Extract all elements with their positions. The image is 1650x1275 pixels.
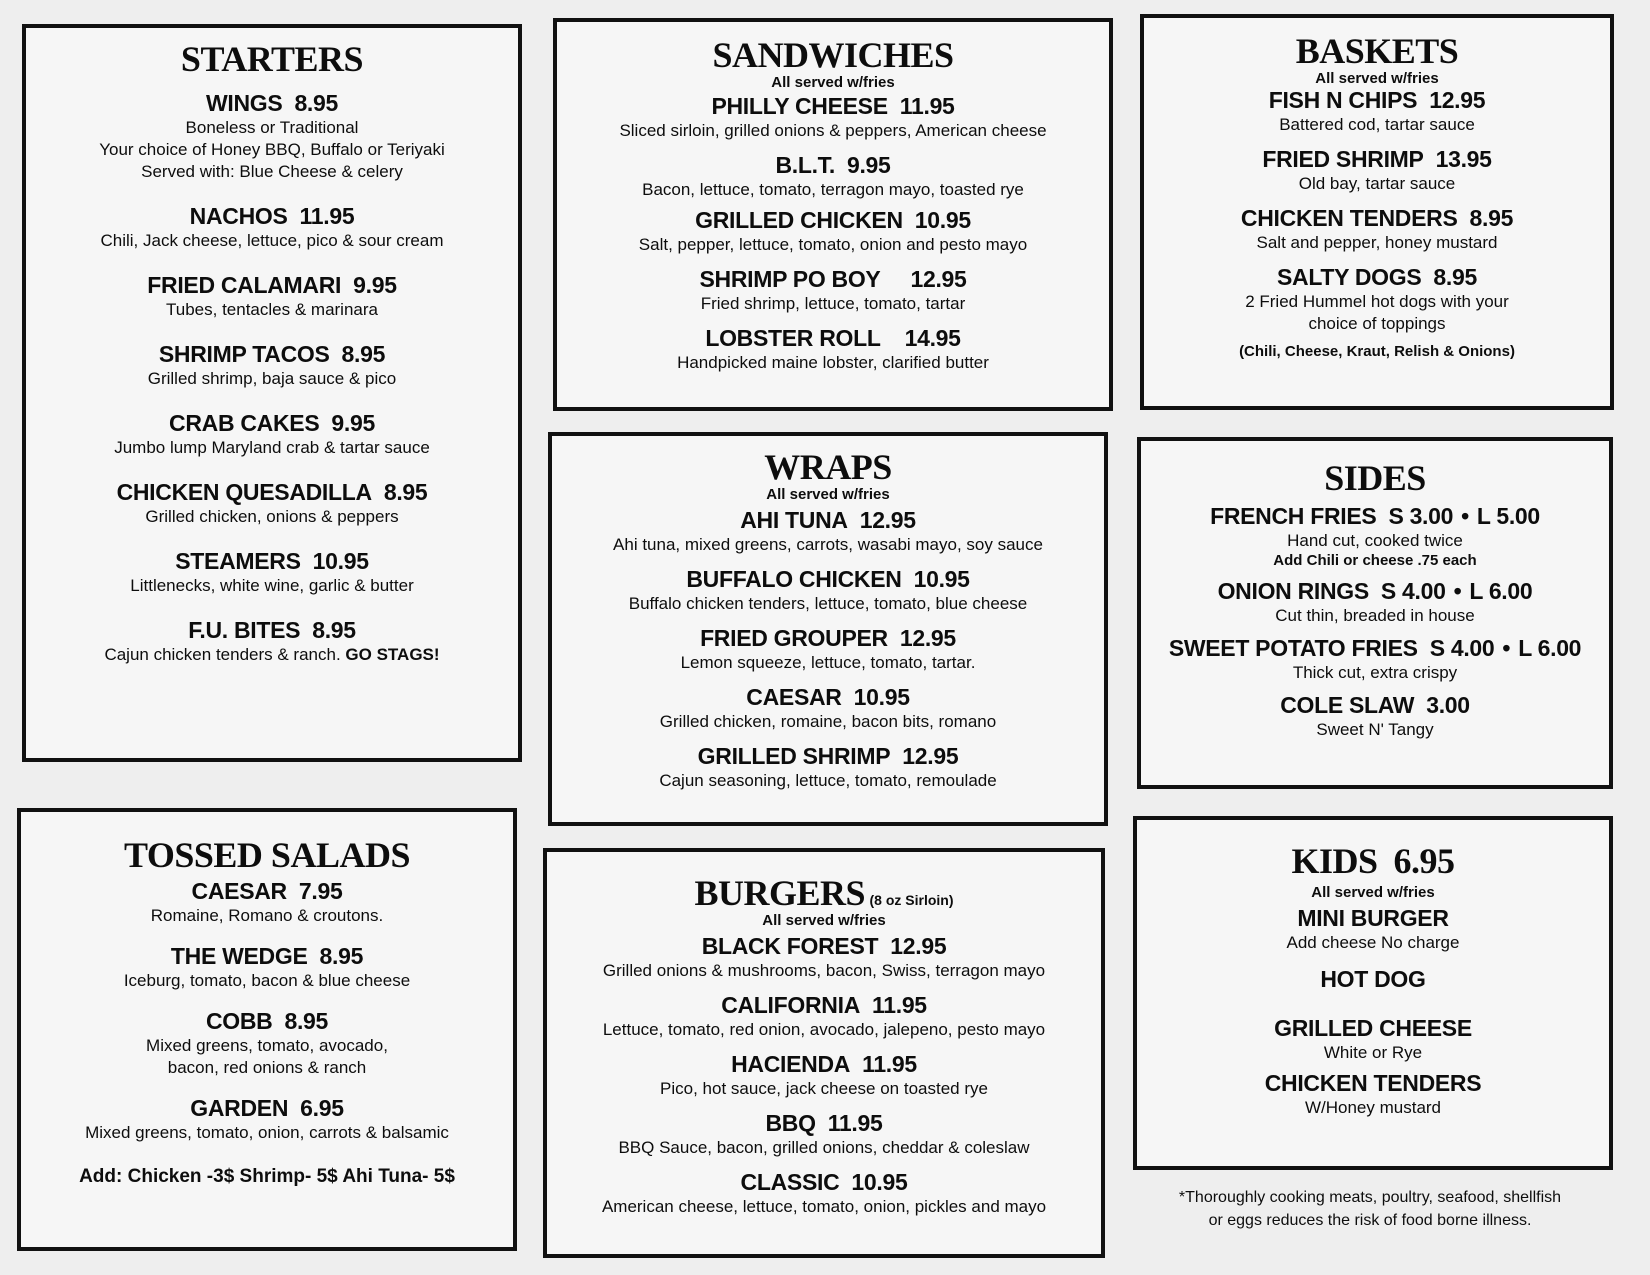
item-description: BBQ Sauce, bacon, grilled onions, cheddar & coleslaw <box>618 1138 1030 1157</box>
item-name: FRIED GROUPER <box>700 625 888 651</box>
menu-item <box>34 479 510 528</box>
item-description: Littlenecks, white wine, garlic & butter <box>130 576 414 595</box>
menu-item <box>565 325 1101 374</box>
item-price: 11.95 <box>899 93 955 119</box>
item-description: Cut thin, breaded in house <box>1275 606 1475 625</box>
item-price-small: S 4.00 <box>1429 635 1495 661</box>
section-title: BASKETS <box>1295 31 1459 71</box>
item-description: White or Rye <box>1323 1043 1423 1062</box>
item-name: COLE SLAW <box>1280 692 1415 718</box>
item-name: COBB <box>205 1008 273 1034</box>
item-name: B.L.T. <box>775 152 835 178</box>
item-description: Romaine, Romano & croutons. <box>150 906 384 925</box>
item-addon: Add Chili or cheese .75 each <box>1273 552 1477 569</box>
item-description: Ahi tuna, mixed greens, carrots, wasabi mayo, soy sauce <box>613 535 1043 554</box>
item-price: 12.95 <box>910 266 967 292</box>
menu-item <box>29 1095 505 1144</box>
item-price: 11.95 <box>827 1110 883 1136</box>
item-price: 8.95 <box>284 1008 329 1034</box>
item-price: 12.95 <box>859 507 916 533</box>
item-price: 12.95 <box>899 625 956 651</box>
item-name: CALIFORNIA <box>721 992 861 1018</box>
section-title-note: (8 oz Sirloin) <box>869 892 954 908</box>
menu-item <box>555 1169 1093 1218</box>
menu-item <box>560 625 1096 674</box>
item-description-bold: GO STAGS! <box>345 645 440 664</box>
item-description: Salt, pepper, lettuce, tomato, onion and pesto mayo <box>638 235 1028 254</box>
section-subtitle: All served w/fries <box>1315 70 1439 87</box>
item-name: CAESAR <box>746 684 842 710</box>
item-name: BUFFALO CHICKEN <box>686 566 902 592</box>
item-description: Thick cut, extra crispy <box>1292 663 1458 682</box>
item-description: Fried shrimp, lettuce, tomato, tartar <box>700 294 966 313</box>
item-price: 8.95 <box>341 341 386 367</box>
item-price: 10.95 <box>312 548 369 574</box>
menu-item <box>34 617 510 666</box>
item-description: Sliced sirloin, grilled onions & peppers, American cheese <box>619 121 1047 140</box>
menu-item <box>555 933 1093 982</box>
menu-item <box>555 1110 1093 1159</box>
item-price: 11.95 <box>872 992 927 1018</box>
section-title: SIDES <box>1324 458 1426 498</box>
item-name: F.U. BITES <box>188 617 301 643</box>
menu-item <box>1145 1015 1601 1064</box>
item-name: LOBSTER ROLL <box>705 325 881 351</box>
item-description: Mixed greens, tomato, avocado, <box>146 1036 388 1055</box>
item-price: 10.95 <box>851 1169 908 1195</box>
menu-item <box>1145 966 1601 993</box>
item-name: THE WEDGE <box>170 943 308 969</box>
item-description: Add cheese No charge <box>1286 933 1460 952</box>
item-price: 6.95 <box>300 1095 344 1121</box>
item-name: SWEET POTATO FRIES <box>1168 635 1418 661</box>
item-name: GARDEN <box>190 1095 289 1121</box>
item-description: American cheese, lettuce, tomato, onion, pickles and mayo <box>601 1197 1047 1216</box>
item-price: 9.95 <box>331 410 375 436</box>
baskets-section <box>1140 14 1614 410</box>
item-description: Handpicked maine lobster, clarified butter <box>677 353 989 372</box>
item-description: 2 Fried Hummel hot dogs with your <box>1245 292 1509 311</box>
item-description: Chili, Jack cheese, lettuce, pico & sour cream <box>100 231 444 250</box>
item-name: BBQ <box>765 1110 816 1136</box>
price-separator: • <box>1502 635 1511 661</box>
menu-item <box>1152 146 1602 195</box>
menu-item <box>34 548 510 597</box>
item-description: Tubes, tentacles & marinara <box>166 300 378 319</box>
item-description: Pico, hot sauce, jack cheese on toasted rye <box>660 1079 988 1098</box>
salads-section <box>17 808 517 1251</box>
section-title: BURGERS <box>694 873 866 913</box>
item-price: 8.95 <box>312 617 356 643</box>
item-description: Your choice of Honey BBQ, Buffalo or Teriyaki <box>99 140 445 159</box>
menu-item <box>34 203 510 252</box>
menu-item <box>1145 1070 1601 1119</box>
wraps-section <box>548 432 1108 826</box>
item-name: STEAMERS <box>175 548 301 574</box>
item-price: 9.95 <box>846 152 891 178</box>
item-price: 11.95 <box>862 1051 917 1077</box>
item-name: CHICKEN QUESADILLA <box>116 479 372 505</box>
menu-item <box>1149 635 1601 684</box>
item-description: Mixed greens, tomato, onion, carrots & balsamic <box>85 1123 449 1142</box>
menu-item <box>555 992 1093 1041</box>
menu-item <box>29 878 505 927</box>
menu-item <box>560 507 1096 556</box>
item-description: Sweet N' Tangy <box>1316 720 1434 739</box>
menu-item <box>1152 205 1602 254</box>
menu-item <box>560 743 1096 792</box>
item-description: choice of toppings <box>1308 314 1446 333</box>
item-name: HOT DOG <box>1320 966 1426 992</box>
section-subtitle: All served w/fries <box>766 486 890 503</box>
item-name: AHI TUNA <box>740 507 848 533</box>
item-name: GRILLED CHICKEN <box>695 207 903 233</box>
item-name: ONION RINGS <box>1217 578 1369 604</box>
item-price: 12.95 <box>902 743 959 769</box>
section-title: SANDWICHES <box>712 35 954 75</box>
item-description: Cajun seasoning, lettuce, tomato, remoulade <box>659 771 997 790</box>
item-name: BLACK FOREST <box>701 933 879 959</box>
menu-item <box>1149 578 1601 627</box>
menu-item <box>29 1008 505 1079</box>
item-name: SHRIMP TACOS <box>158 341 330 367</box>
item-description: bacon, red onions & ranch <box>167 1058 367 1077</box>
item-name: FRIED CALAMARI <box>147 272 342 298</box>
item-price: 8.95 <box>1469 205 1514 231</box>
item-price-large: L 5.00 <box>1476 503 1540 529</box>
menu-item <box>34 410 510 459</box>
item-price: 9.95 <box>353 272 397 298</box>
sandwiches-section <box>553 18 1113 411</box>
item-name: WINGS <box>205 90 283 116</box>
item-price-large: L 6.00 <box>1469 578 1533 604</box>
item-price: 14.95 <box>904 325 961 351</box>
section-subtitle: All served w/fries <box>762 912 886 929</box>
menu-item <box>1152 87 1602 136</box>
item-price: 13.95 <box>1435 146 1492 172</box>
section-subtitle: All served w/fries <box>771 74 895 91</box>
item-name: CAESAR <box>191 878 287 904</box>
item-description: Grilled onions & mushrooms, bacon, Swiss, terragon mayo <box>602 961 1046 980</box>
starters-section <box>22 24 522 762</box>
item-name: HACIENDA <box>731 1051 851 1077</box>
item-price: 12.95 <box>1429 87 1486 113</box>
menu-item <box>560 566 1096 615</box>
menu-item <box>565 266 1101 315</box>
disclaimer-line: *Thoroughly cooking meats, poultry, seafood, shellfish <box>1178 1189 1562 1206</box>
menu-item <box>29 943 505 992</box>
item-price: 11.95 <box>299 203 355 229</box>
item-description: Lettuce, tomato, red onion, avocado, jalepeno, pesto mayo <box>602 1020 1046 1039</box>
menu-item <box>34 272 510 321</box>
item-name: CRAB CAKES <box>169 410 320 436</box>
item-description: Cajun chicken tenders & ranch. <box>104 645 341 664</box>
menu-item <box>560 684 1096 733</box>
section-price: 6.95 <box>1393 841 1455 881</box>
section-title: STARTERS <box>180 39 364 79</box>
menu-item <box>1152 264 1602 361</box>
item-description: Boneless or Traditional <box>185 118 359 137</box>
item-description: Hand cut, cooked twice <box>1287 531 1463 550</box>
item-description: Lemon squeeze, lettuce, tomato, tartar. <box>680 653 976 672</box>
item-name: GRILLED CHEESE <box>1274 1015 1472 1041</box>
food-safety-disclaimer <box>1135 1186 1605 1232</box>
item-toppings: (Chili, Cheese, Kraut, Relish & Onions) <box>1239 343 1515 360</box>
menu-item <box>565 207 1101 256</box>
item-price-small: S 3.00 <box>1388 503 1454 529</box>
item-description: Jumbo lump Maryland crab & tartar sauce <box>114 438 430 457</box>
item-name: FRENCH FRIES <box>1210 503 1377 529</box>
item-name: GRILLED SHRIMP <box>697 743 891 769</box>
sides-section <box>1137 437 1613 789</box>
menu-item <box>1145 905 1601 954</box>
item-name: NACHOS <box>189 203 288 229</box>
salad-addons: Add: Chicken -3$ Shrimp- 5$ Ahi Tuna- 5$ <box>79 1166 455 1187</box>
item-description: Buffalo chicken tenders, lettuce, tomato, blue cheese <box>628 594 1028 613</box>
menu-item <box>34 90 510 183</box>
item-name: SALTY DOGS <box>1277 264 1422 290</box>
item-description: Grilled shrimp, baja sauce & pico <box>147 369 397 388</box>
item-price-large: L 6.00 <box>1518 635 1582 661</box>
price-separator: • <box>1453 578 1462 604</box>
item-price-small: S 4.00 <box>1380 578 1446 604</box>
item-name: CHICKEN TENDERS <box>1240 205 1458 231</box>
item-name: SHRIMP PO BOY <box>699 266 881 292</box>
item-description: Salt and pepper, honey mustard <box>1256 233 1498 252</box>
item-name: MINI BURGER <box>1297 905 1449 931</box>
burgers-section <box>543 848 1105 1258</box>
item-description: Served with: Blue Cheese & celery <box>141 162 403 181</box>
item-description: Battered cod, tartar sauce <box>1279 115 1475 134</box>
item-price: 8.95 <box>383 479 428 505</box>
item-price: 12.95 <box>890 933 947 959</box>
item-price: 10.95 <box>913 566 970 592</box>
kids-section <box>1133 816 1613 1170</box>
item-description: W/Honey mustard <box>1304 1098 1442 1117</box>
item-description: Bacon, lettuce, tomato, terragon mayo, toasted rye <box>642 180 1024 199</box>
disclaimer-line: or eggs reduces the risk of food borne illness. <box>1208 1212 1532 1229</box>
item-name: CHICKEN TENDERS <box>1264 1070 1482 1096</box>
menu-item <box>34 341 510 390</box>
item-name: CLASSIC <box>740 1169 840 1195</box>
menu-item <box>565 93 1101 142</box>
menu-item <box>565 152 1101 201</box>
item-name: FRIED SHRIMP <box>1262 146 1424 172</box>
item-description: Grilled chicken, romaine, bacon bits, romano <box>659 712 997 731</box>
menu-item <box>555 1051 1093 1100</box>
item-price: 7.95 <box>298 878 343 904</box>
item-description: Old bay, tartar sauce <box>1298 174 1456 193</box>
item-price: 8.95 <box>1433 264 1477 290</box>
item-price: 8.95 <box>294 90 339 116</box>
item-name: PHILLY CHEESE <box>711 93 888 119</box>
item-price: 10.95 <box>853 684 910 710</box>
item-price: 10.95 <box>914 207 971 233</box>
section-title: TOSSED SALADS <box>124 835 410 875</box>
item-price: 8.95 <box>319 943 364 969</box>
item-name: FISH N CHIPS <box>1268 87 1418 113</box>
item-price: 3.00 <box>1426 692 1470 718</box>
price-separator: • <box>1461 503 1469 529</box>
item-description: Grilled chicken, onions & peppers <box>145 507 399 526</box>
section-subtitle: All served w/fries <box>1311 884 1435 901</box>
menu-item <box>1149 503 1601 570</box>
section-title: KIDS <box>1291 841 1378 881</box>
item-description: Iceburg, tomato, bacon & blue cheese <box>123 971 411 990</box>
section-title: WRAPS <box>764 447 892 487</box>
menu-item <box>1149 692 1601 741</box>
